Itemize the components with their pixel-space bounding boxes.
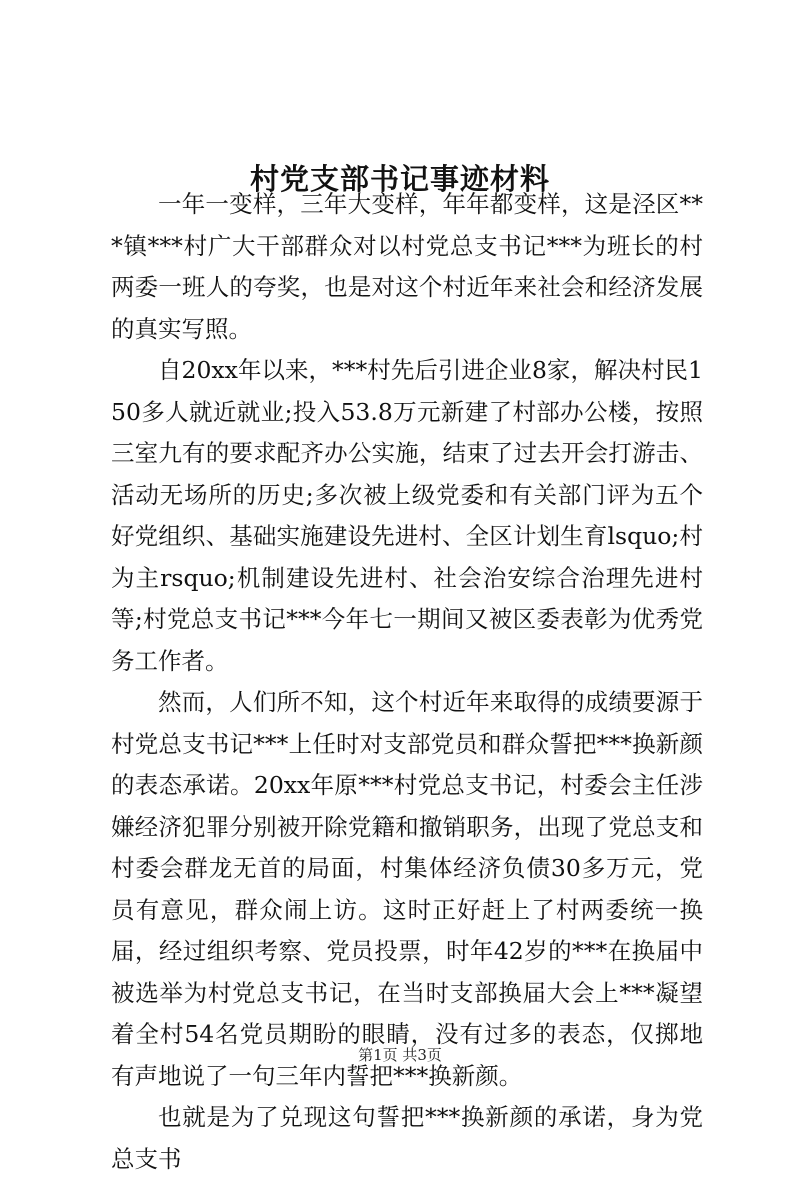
paragraph-4: 也就是为了兑现这句誓把***换新颜的承诺，身为党总支书 bbox=[111, 1103, 703, 1173]
paragraph-2: 自20xx年以来，***村先后引进企业8家，解决村民150多人就近就业;投入53.8万元新建了村部办公楼，按照三室九有的要求配齐办公实施，结束了过去开会打游击、活动无场所的历史;多次被上级党委和有关部门评为五个好党组织、基础实施建设先进村、全区计划生育lsquo;村为主rsquo;机制建设先进村、社会治安综合治理先进村等;村党总支书记***今年七一期间又被区委表彰为优秀党务工作者。 bbox=[111, 356, 703, 675]
page-title: 村党支部书记事迹材料 bbox=[249, 162, 550, 197]
page-number-footer: 第1页 共3页 bbox=[358, 1046, 442, 1064]
document-body bbox=[111, 184, 703, 1180]
paragraph-1: 一年一变样，三年大变样，年年都变样，这是泾区***镇***村广大干部群众对以村党总支书记***为班长的村两委一班人的夸奖，也是对这个村近年来社会和经济发展的真实写照。 bbox=[111, 190, 703, 343]
paragraph-3: 然而，人们所不知，这个村近年来取得的成绩要源于村党总支书记***上任时对支部党员和群众誓把***换新颜的表态承诺。20xx年原***村党总支书记，村委会主任涉嫌经济犯罪分别被开除党籍和撤销职务，出现了党总支和村委会群龙无首的局面，村集体经济负债30多万元，党员有意见，群众闹上访。这时正好赶上了村两委统一换届，经过组织考察、党员投票，时年42岁的***在换届中被选举为村党总支书记，在当时支部换届大会上***凝望着全村54名党员期盼的眼睛，没有过多的表态，仅掷地有声地说了一句三年内誓把***换新颜。 bbox=[111, 688, 703, 1090]
